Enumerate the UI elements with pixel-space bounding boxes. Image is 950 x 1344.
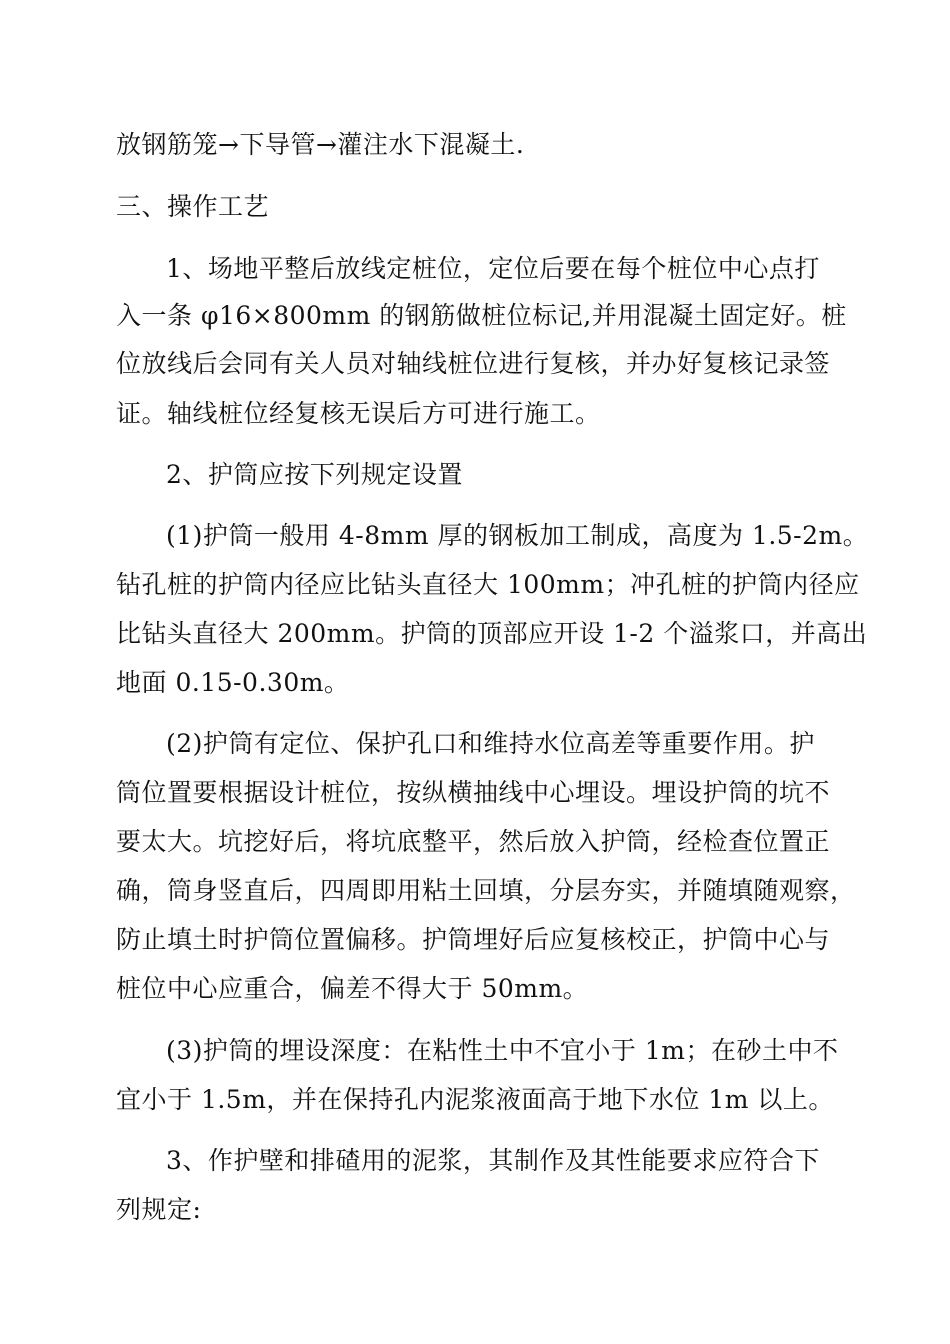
text-line: 宜小于 1.5m，并在保持孔内泥浆液面高于地下水位 1m 以上。 bbox=[116, 1085, 834, 1114]
text-line: 钻孔桩的护筒内径应比钻头直径大 100mm；冲孔桩的护筒内径应 bbox=[116, 570, 860, 599]
text-line: 比钻头直径大 200mm。护筒的顶部应开设 1-2 个溢浆口，并高出 bbox=[116, 619, 868, 648]
text-line: 防止填土时护筒位置偏移。护筒埋好后应复核校正，护筒中心与 bbox=[116, 925, 831, 954]
subsection-heading: 3、作护壁和排碴用的泥浆，其制作及其性能要求应符合下 bbox=[166, 1146, 820, 1175]
section-heading: 三、操作工艺 bbox=[116, 192, 270, 221]
text-line: 放钢筋笼→下导管→灌注水下混凝土. bbox=[116, 130, 525, 159]
text-line: 证。轴线桩位经复核无误后方可进行施工。 bbox=[116, 399, 601, 428]
text-line: (3)护筒的埋设深度：在粘性土中不宜小于 1m；在砂土中不 bbox=[166, 1036, 839, 1065]
text-line: 筒位置要根据设计桩位，按纵横抽线中心埋设。埋设护筒的坑不 bbox=[116, 778, 831, 807]
text-line: 入一条 φ16×800mm 的钢筋做桩位标记,并用混凝土固定好。桩 bbox=[116, 301, 847, 330]
text-line: 位放线后会同有关人员对轴线桩位进行复核，并办好复核记录签 bbox=[116, 349, 831, 378]
text-line: 确，筒身竖直后，四周即用粘土回填，分层夯实，并随填随观察， bbox=[116, 876, 856, 905]
text-line: 1、场地平整后放线定桩位，定位后要在每个桩位中心点打 bbox=[166, 254, 820, 283]
text-line: 桩位中心应重合，偏差不得大于 50mm。 bbox=[116, 974, 589, 1003]
text-line: 列规定: bbox=[116, 1195, 202, 1224]
text-line: 要太大。坑挖好后，将坑底整平，然后放入护筒，经检查位置正 bbox=[116, 827, 831, 856]
subsection-heading: 2、护筒应按下列规定设置 bbox=[166, 460, 463, 489]
text-line: (2)护筒有定位、保护孔口和维持水位高差等重要作用。护 bbox=[166, 729, 815, 758]
text-line: (1)护筒一般用 4-8mm 厚的钢板加工制成，高度为 1.5-2m。 bbox=[166, 521, 869, 550]
text-line: 地面 0.15-0.30m。 bbox=[116, 668, 350, 697]
